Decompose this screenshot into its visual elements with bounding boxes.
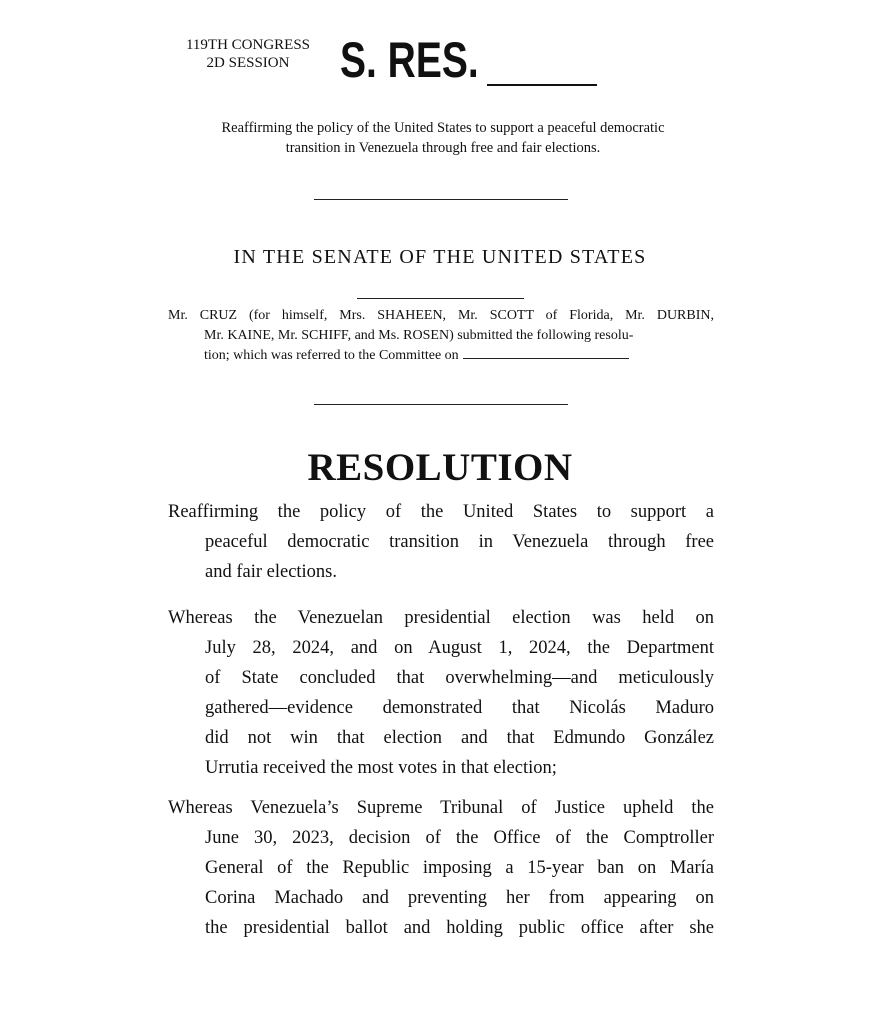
sponsors-line: Mr. KAINE, Mr. SCHIFF, and Ms. ROSEN) submitted the following resolu- bbox=[204, 328, 634, 343]
chamber-heading: IN THE SENATE OF THE UNITED STATES bbox=[233, 246, 647, 268]
whereas-clause-2 bbox=[168, 793, 714, 943]
resolution-heading: RESOLUTION bbox=[307, 446, 573, 489]
short-title-line: transition in Venezuela through free and fair elections. bbox=[285, 140, 601, 156]
purpose-paragraph bbox=[168, 497, 714, 587]
purpose-line: peaceful democratic transition in Venezuela through free bbox=[205, 532, 714, 552]
congress-session-block bbox=[168, 36, 328, 72]
sponsors-paragraph bbox=[168, 306, 714, 366]
short-title-line: Reaffirming the policy of the United States to support a peaceful democratic bbox=[221, 120, 665, 136]
committee-blank bbox=[463, 348, 629, 359]
sponsors-line: tion; which was referred to the Committee on bbox=[204, 348, 459, 363]
whereas-line: did not win that election and that Edmundo González bbox=[205, 728, 714, 748]
whereas-line: the presidential ballot and holding public office after she bbox=[205, 918, 714, 938]
whereas-line: Corina Machado and preventing her from appearing on bbox=[205, 888, 714, 908]
session-number: 2D SESSION bbox=[206, 55, 290, 71]
date-blank-rule bbox=[357, 298, 524, 299]
divider-rule bbox=[314, 199, 568, 200]
whereas-line: June 30, 2023, decision of the Office of the Comptroller bbox=[205, 828, 714, 848]
whereas-line: July 28, 2024, and on August 1, 2024, the Department bbox=[205, 638, 714, 658]
congress-number: 119TH CONGRESS bbox=[185, 37, 311, 53]
whereas-clause-1 bbox=[168, 603, 714, 783]
whereas-line: Whereas Venezuela’s Supreme Tribunal of Justice upheld the bbox=[168, 798, 714, 818]
bill-type: S. RES. bbox=[340, 32, 479, 88]
whereas-line: Urrutia received the most votes in that election; bbox=[205, 758, 557, 778]
sponsors-line-committee bbox=[168, 346, 714, 366]
purpose-line: Reaffirming the policy of the United States to support a bbox=[168, 502, 714, 522]
bill-number-blank bbox=[487, 84, 597, 86]
whereas-line: gathered—evidence demonstrated that Nicolás Maduro bbox=[205, 698, 714, 718]
whereas-line: Whereas the Venezuelan presidential election was held on bbox=[168, 608, 714, 628]
short-title bbox=[170, 118, 716, 158]
sponsors-line: Mr. CRUZ (for himself, Mrs. SHAHEEN, Mr. SCOTT of Florida, Mr. DURBIN, bbox=[168, 308, 714, 323]
divider-rule bbox=[314, 404, 568, 405]
purpose-line: and fair elections. bbox=[205, 562, 338, 582]
whereas-line: of State concluded that overwhelming—and meticulously bbox=[205, 668, 714, 688]
whereas-line: General of the Republic imposing a 15-year ban on María bbox=[205, 858, 714, 878]
